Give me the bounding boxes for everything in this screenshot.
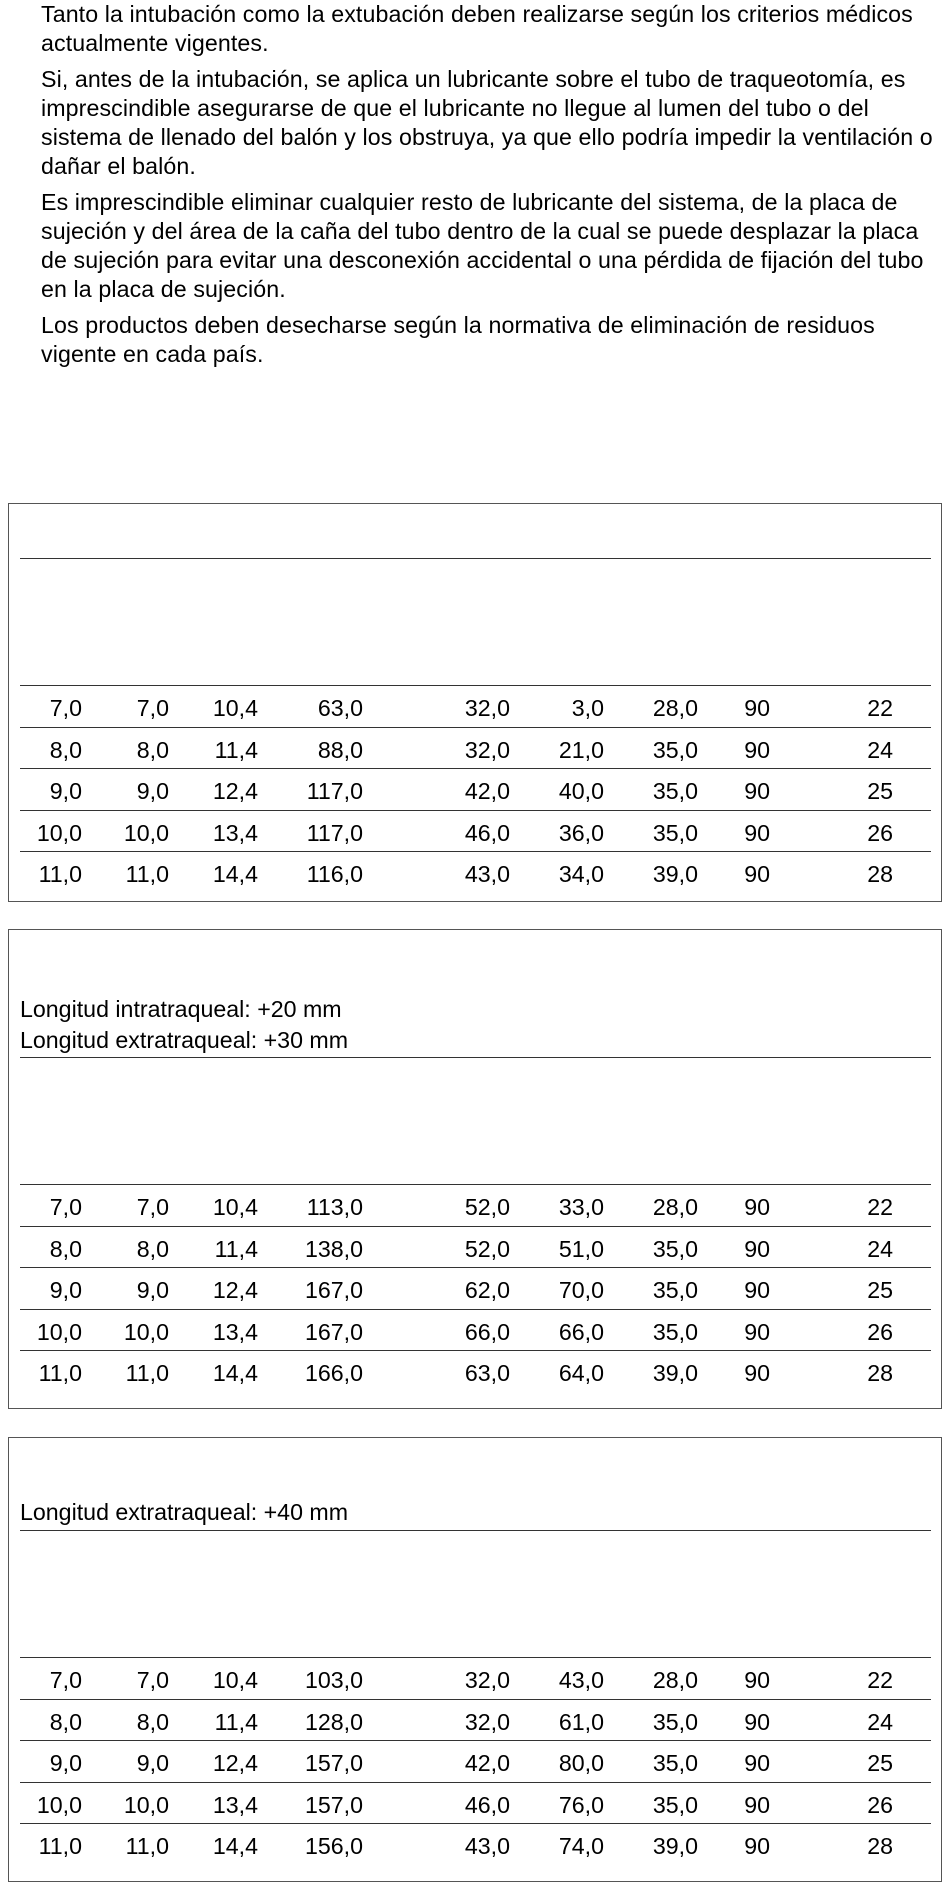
- table-cell: 25: [867, 1277, 893, 1303]
- table-cell: 90: [744, 861, 770, 887]
- table-row: [20, 685, 931, 727]
- table-cell: 24: [867, 1708, 893, 1735]
- table-cell: 39,0: [652, 1360, 698, 1386]
- table-cell: 9,0: [136, 1750, 169, 1776]
- table-cell: 11,0: [38, 1833, 82, 1859]
- table-cell: 3,0: [571, 695, 604, 721]
- table-cell: 35,0: [652, 1708, 698, 1735]
- table-cell: 10,0: [36, 1791, 82, 1818]
- table-cell: 90: [744, 1791, 770, 1818]
- table-cell: 70,0: [558, 1277, 604, 1303]
- table-cell: 90: [744, 1708, 770, 1735]
- table-cell: 63,0: [464, 1360, 510, 1386]
- table-cell: 167,0: [304, 1277, 363, 1303]
- table-cell: 35,0: [652, 819, 698, 846]
- table-row: [20, 1740, 931, 1782]
- table-cell: 90: [744, 1194, 770, 1220]
- table-cell: 90: [744, 695, 770, 721]
- table-cell: 46,0: [464, 819, 510, 846]
- table-cell: 7,0: [49, 695, 82, 721]
- table-cell: 76,0: [558, 1791, 604, 1818]
- table-cell: 13,4: [212, 819, 258, 846]
- table-row: [20, 1823, 931, 1865]
- table-cell: 7,0: [49, 1667, 82, 1693]
- table-cell: 32,0: [464, 1708, 510, 1735]
- table-cell: 90: [744, 1235, 770, 1262]
- table-cell: 22: [867, 1194, 893, 1220]
- note-extratracheal-length: Longitud extratraqueal: +40 mm: [20, 1499, 349, 1525]
- table-cell: 26: [867, 819, 893, 846]
- table-cell: 12,4: [212, 1277, 258, 1303]
- table-cell: 22: [867, 1667, 893, 1693]
- table-cell: 14,4: [212, 861, 258, 887]
- table-cell: 35,0: [652, 778, 698, 804]
- table-row: [20, 727, 931, 769]
- table-cell: 28,0: [652, 695, 698, 721]
- table-cell: 90: [744, 1833, 770, 1859]
- table-cell: 103,0: [304, 1667, 363, 1693]
- table-cell: 66,0: [464, 1318, 510, 1345]
- header-rule: [20, 558, 931, 559]
- table-row: [20, 1350, 931, 1392]
- header-rule: [20, 1057, 931, 1058]
- table-cell: 43,0: [558, 1667, 604, 1693]
- table-cell: 14,4: [212, 1360, 258, 1386]
- table-cell: 90: [744, 1667, 770, 1693]
- table-cell: 42,0: [464, 1750, 510, 1776]
- table-cell: 10,0: [123, 819, 169, 846]
- table-row: [20, 810, 931, 852]
- table-cell: 128,0: [304, 1708, 363, 1735]
- table-cell: 28,0: [652, 1667, 698, 1693]
- note-extratracheal-length: Longitud extratraqueal: +30 mm: [20, 1027, 349, 1053]
- table-cell: 32,0: [464, 1667, 510, 1693]
- table-cell: 26: [867, 1318, 893, 1345]
- table-cell: 63,0: [317, 695, 363, 721]
- table-cell: 11,4: [214, 1235, 258, 1262]
- table-row: [20, 1782, 931, 1824]
- table-cell: 21,0: [558, 736, 604, 763]
- table-cell: 8,0: [136, 1235, 169, 1262]
- table-cell: 156,0: [304, 1833, 363, 1859]
- table-cell: 7,0: [136, 695, 169, 721]
- table-cell: 35,0: [652, 1235, 698, 1262]
- table-cell: 28: [867, 1360, 893, 1386]
- intro-text: [41, 0, 941, 376]
- table-cell: 64,0: [558, 1360, 604, 1386]
- table-cell: 39,0: [652, 861, 698, 887]
- intro-paragraph-4: Los productos deben desecharse según la normativa de eliminación de residuos vigente en cada país.: [41, 312, 875, 367]
- table-cell: 32,0: [464, 736, 510, 763]
- intro-paragraph-3: Es imprescindible eliminar cualquier resto de lubricante del sistema, de la placa de sujeción y del área de la caña del tubo dentro de la cual se puede desplazar la placa de sujeción para evitar una desconexión accidental o una pérdida de fijación del tubo en la placa de sujeción.: [41, 189, 924, 302]
- table-cell: 10,4: [212, 1194, 258, 1220]
- table-cell: 28: [867, 861, 893, 887]
- table-cell: 10,0: [36, 819, 82, 846]
- header-rule: [20, 1530, 931, 1531]
- table-cell: 8,0: [136, 1708, 169, 1735]
- table-cell: 113,0: [306, 1194, 363, 1220]
- table-cell: 28: [867, 1833, 893, 1859]
- table-row: [20, 768, 931, 810]
- table-cell: 34,0: [558, 861, 604, 887]
- table-cell: 7,0: [136, 1194, 169, 1220]
- table-cell: 11,0: [38, 1360, 82, 1386]
- table-cell: 13,4: [212, 1318, 258, 1345]
- table-row: [20, 1184, 931, 1226]
- table-cell: 10,4: [212, 695, 258, 721]
- table-cell: 117,0: [306, 819, 363, 846]
- table-row: [20, 1309, 931, 1351]
- table-cell: 43,0: [464, 861, 510, 887]
- table-cell: 116,0: [306, 861, 363, 887]
- table-cell: 26: [867, 1791, 893, 1818]
- table-cell: 9,0: [49, 1277, 82, 1303]
- table-cell: 90: [744, 778, 770, 804]
- note-intratracheal-length: Longitud intratraqueal: +20 mm: [20, 996, 342, 1022]
- table-cell: 42,0: [464, 778, 510, 804]
- intro-paragraph-1: Tanto la intubación como la extubación deben realizarse según los criterios médicos actualmente vigentes.: [41, 1, 913, 56]
- table-cell: 9,0: [136, 1277, 169, 1303]
- table-box-1: [8, 503, 942, 902]
- table-cell: 8,0: [136, 736, 169, 763]
- intro-paragraph-2: Si, antes de la intubación, se aplica un lubricante sobre el tubo de traqueotomía, es imprescindible asegurarse de que el lubricante no llegue al lumen del tubo o del sistema de llenado del balón y los obstruya, ya que ello podría impedir la ventilación o dañar el balón.: [41, 66, 933, 179]
- table-cell: 88,0: [317, 736, 363, 763]
- table-cell: 167,0: [304, 1318, 363, 1345]
- table-cell: 62,0: [464, 1277, 510, 1303]
- table-cell: 11,4: [214, 1708, 258, 1735]
- table-cell: 8,0: [49, 736, 82, 763]
- table-cell: 52,0: [464, 1194, 510, 1220]
- table-cell: 36,0: [558, 819, 604, 846]
- table-cell: 10,0: [123, 1791, 169, 1818]
- table-cell: 35,0: [652, 1791, 698, 1818]
- table-cell: 9,0: [49, 778, 82, 804]
- table-cell: 90: [744, 1750, 770, 1776]
- table-cell: 7,0: [136, 1667, 169, 1693]
- table-cell: 11,4: [214, 736, 258, 763]
- table-cell: 25: [867, 1750, 893, 1776]
- table-cell: 11,0: [125, 1360, 169, 1386]
- table-cell: 12,4: [212, 778, 258, 804]
- table-cell: 157,0: [304, 1750, 363, 1776]
- table-cell: 90: [744, 819, 770, 846]
- table-cell: 32,0: [464, 695, 510, 721]
- table-cell: 10,0: [123, 1318, 169, 1345]
- table-cell: 39,0: [652, 1833, 698, 1859]
- table-cell: 10,4: [212, 1667, 258, 1693]
- table-row: [20, 1267, 931, 1309]
- table-cell: 90: [744, 1318, 770, 1345]
- table-cell: 33,0: [558, 1194, 604, 1220]
- table-cell: 90: [744, 736, 770, 763]
- table-cell: 24: [867, 1235, 893, 1262]
- table-cell: 117,0: [306, 778, 363, 804]
- table-cell: 14,4: [212, 1833, 258, 1859]
- table-cell: 8,0: [49, 1235, 82, 1262]
- table-cell: 28,0: [652, 1194, 698, 1220]
- table-cell: 25: [867, 778, 893, 804]
- table-cell: 66,0: [558, 1318, 604, 1345]
- table-box-3: [8, 1437, 942, 1882]
- table-cell: 46,0: [464, 1791, 510, 1818]
- table-cell: 61,0: [558, 1708, 604, 1735]
- table-cell: 80,0: [558, 1750, 604, 1776]
- table-cell: 35,0: [652, 736, 698, 763]
- table-cell: 11,0: [38, 861, 82, 887]
- table-cell: 157,0: [304, 1791, 363, 1818]
- table-cell: 35,0: [652, 1318, 698, 1345]
- table-cell: 12,4: [212, 1750, 258, 1776]
- table-cell: 9,0: [49, 1750, 82, 1776]
- table-cell: 8,0: [49, 1708, 82, 1735]
- table-cell: 35,0: [652, 1750, 698, 1776]
- table-cell: 11,0: [125, 861, 169, 887]
- table-cell: 90: [744, 1277, 770, 1303]
- table-row: [20, 851, 931, 893]
- table-cell: 166,0: [304, 1360, 363, 1386]
- table-cell: 43,0: [464, 1833, 510, 1859]
- table-cell: 22: [867, 695, 893, 721]
- table-cell: 24: [867, 736, 893, 763]
- table-box-2: [8, 929, 942, 1409]
- table-cell: 35,0: [652, 1277, 698, 1303]
- table-row: [20, 1226, 931, 1268]
- table-cell: 51,0: [558, 1235, 604, 1262]
- table-cell: 7,0: [49, 1194, 82, 1220]
- table-cell: 9,0: [136, 778, 169, 804]
- table-cell: 52,0: [464, 1235, 510, 1262]
- table-cell: 13,4: [212, 1791, 258, 1818]
- table-row: [20, 1657, 931, 1699]
- table-cell: 90: [744, 1360, 770, 1386]
- table-row: [20, 1699, 931, 1741]
- table-cell: 11,0: [125, 1833, 169, 1859]
- table-cell: 10,0: [36, 1318, 82, 1345]
- table-cell: 40,0: [558, 778, 604, 804]
- table-cell: 74,0: [558, 1833, 604, 1859]
- table-cell: 138,0: [304, 1235, 363, 1262]
